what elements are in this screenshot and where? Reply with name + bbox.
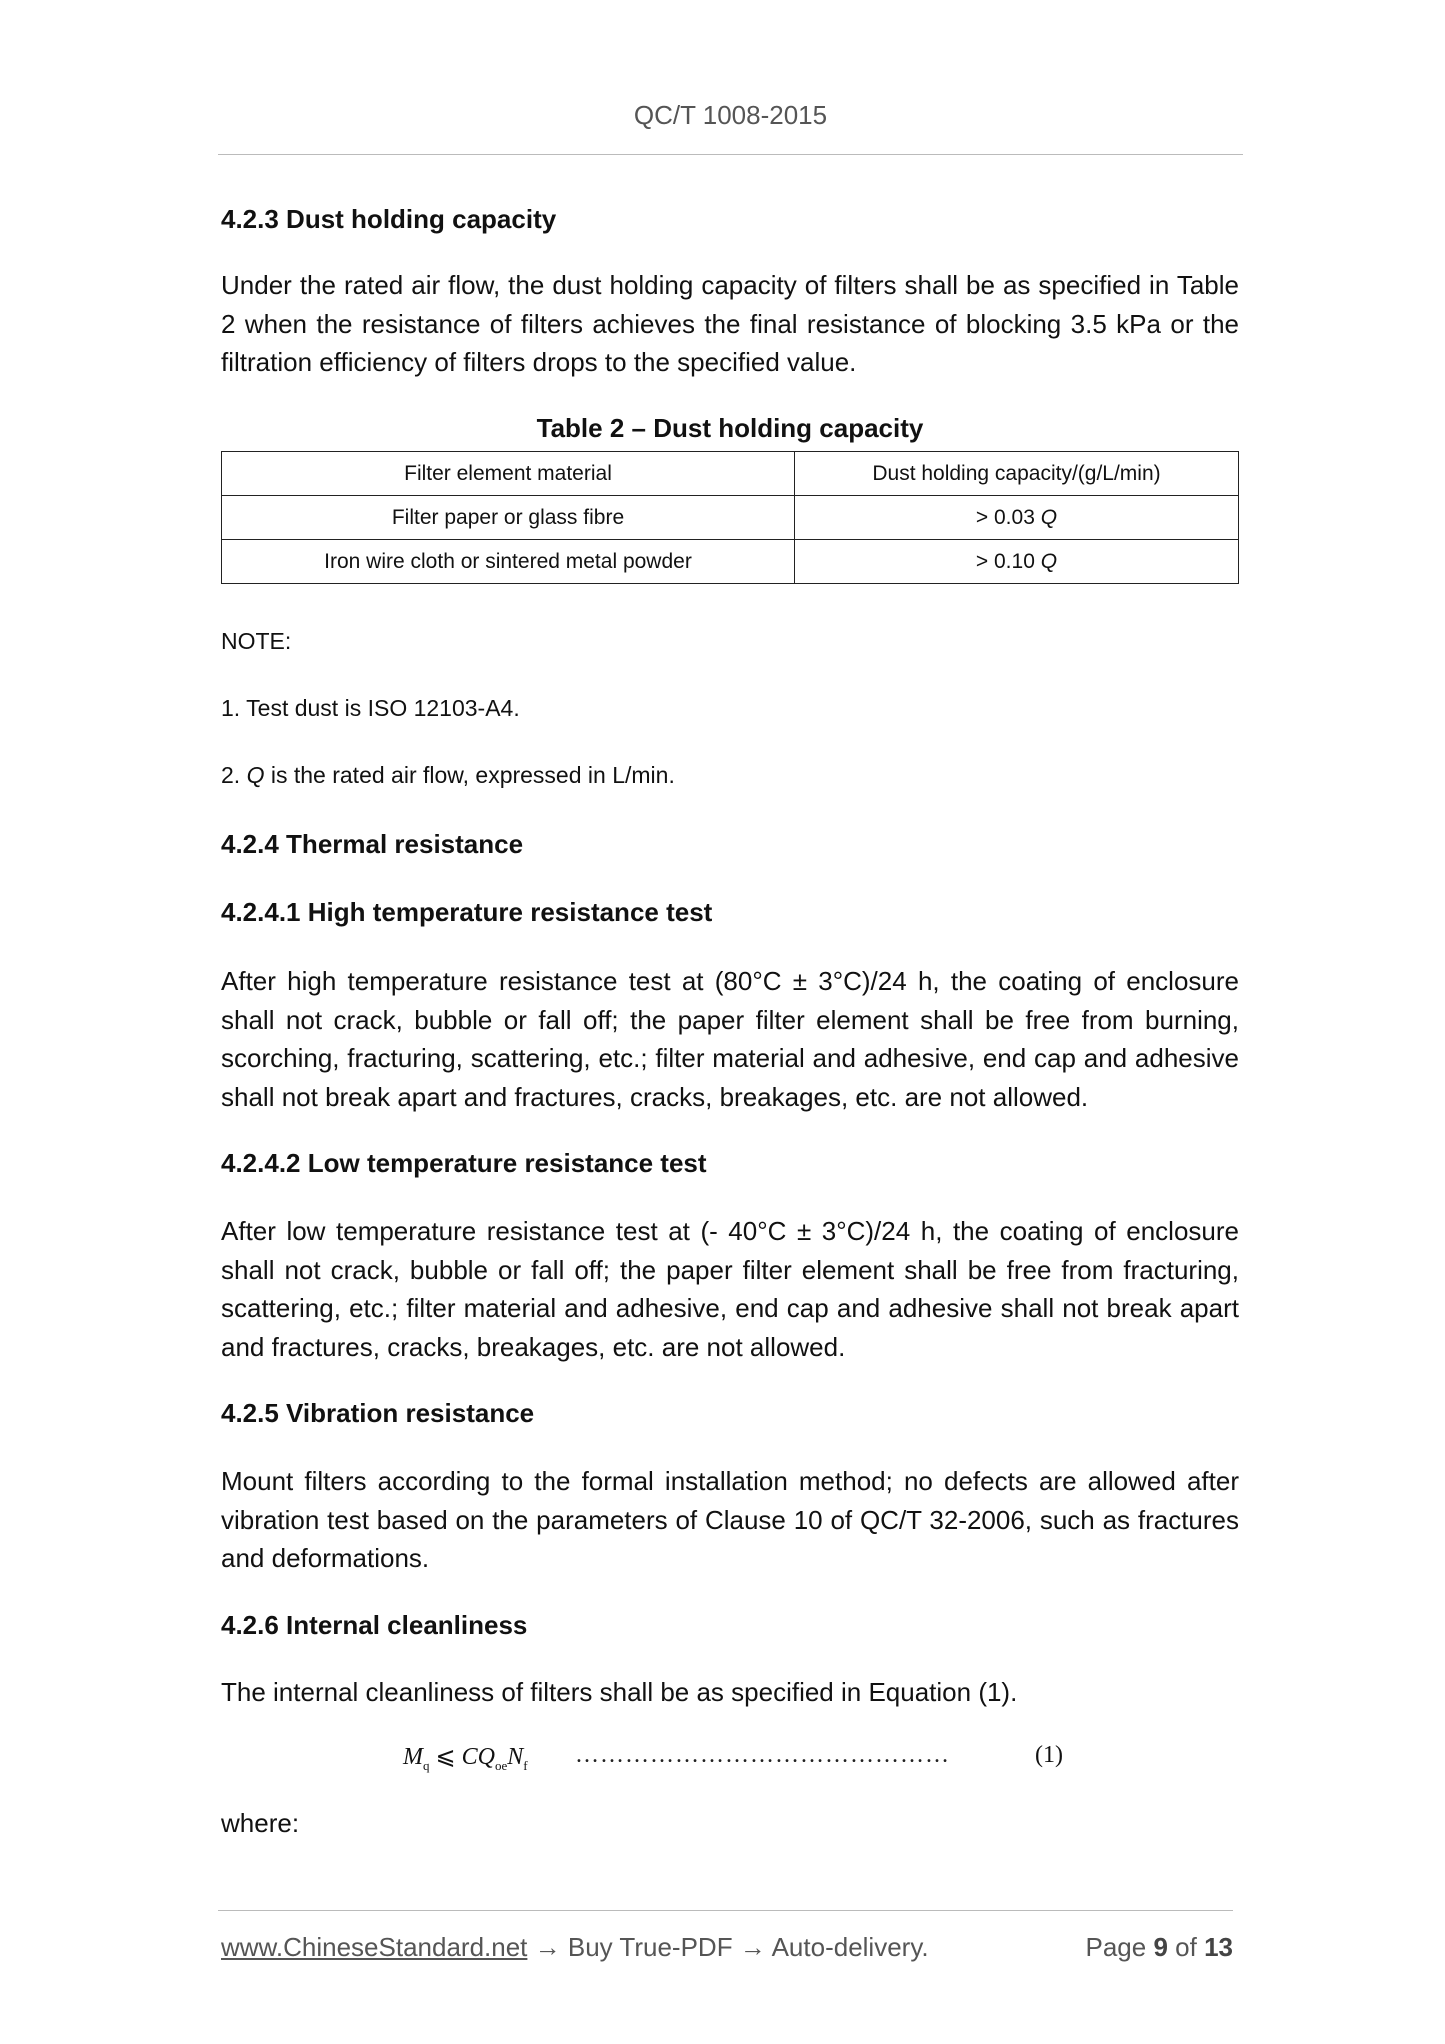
- note-2-prefix: 2.: [221, 762, 241, 788]
- para-cleanliness: The internal cleanliness of filters shall be as specified in Equation (1).: [221, 1677, 1018, 1707]
- para-low-temp: After low temperature resistance test at (- 40°C ± 3°C)/24 h, the coating of enclosure shall not crack, bubble or fall off; the paper filter element shall be free from fracturing, scattering, etc.; filter material and adhesive, end cap and adhesive shall not break apart and fractures, cracks, breakages, etc. are not allowed.: [221, 1216, 1239, 1362]
- note-label: NOTE:: [221, 628, 292, 654]
- heading-4-2-5: 4.2.5 Vibration resistance: [221, 1398, 535, 1428]
- table-row: [222, 496, 1239, 540]
- table-header-material: Filter element material: [222, 452, 795, 496]
- header-rule: [218, 154, 1243, 155]
- capacity-unit: Q: [1040, 505, 1058, 529]
- equation-expression: $M_q$ ⩽ $CQ_{oe}N_f$: [403, 1744, 528, 1773]
- where-label: where:: [221, 1808, 300, 1838]
- running-header: QC/T 1008-2015: [633, 100, 828, 130]
- capacity-value: > 0.03: [975, 505, 1035, 529]
- footer-rule: [218, 1910, 1233, 1911]
- equation-1: [403, 1742, 1063, 1782]
- footer-left: [221, 1932, 929, 1963]
- heading-4-2-3: 4.2.3 Dust holding capacity: [221, 204, 557, 234]
- para-dust-holding: Under the rated air flow, the dust holding capacity of filters shall be as specified in Table 2 when the resistance of filters achieves the final resistance of blocking 3.5 kPa or the filtration efficiency of filters drops to the specified value.: [221, 270, 1239, 377]
- heading-4-2-4-2: 4.2.4.2 Low temperature resistance test: [221, 1148, 707, 1178]
- footer-page-number: Page 9 of 13: [1085, 1932, 1233, 1962]
- capacity-value: > 0.10: [975, 549, 1035, 573]
- para-high-temp: After high temperature resistance test at (80°C ± 3°C)/24 h, the coating of enclosure shall not crack, bubble or fall off; the paper filter element shall be free from burning, scorching, fracturing, scattering, etc.; filter material and adhesive, end cap and adhesive shall not break apart and fractures, cracks, breakages, etc. are not allowed.: [221, 966, 1239, 1112]
- heading-4-2-4: 4.2.4 Thermal resistance: [221, 829, 524, 859]
- table-header-capacity: Dust holding capacity/(g/L/min): [795, 452, 1239, 496]
- table-cell-material: Filter paper or glass fibre: [222, 496, 795, 540]
- table-2-caption: Table 2 – Dust holding capacity: [536, 413, 924, 443]
- table-cell-material: Iron wire cloth or sintered metal powder: [222, 540, 795, 584]
- equation-leader-dots: ………………………………………: [575, 1742, 950, 1768]
- table-cell-capacity: [795, 496, 1239, 540]
- table-header-row: [222, 452, 1239, 496]
- capacity-unit: Q: [1040, 549, 1058, 573]
- note-1: 1. Test dust is ISO 12103-A4.: [221, 695, 520, 721]
- footer-site-link[interactable]: www.ChineseStandard.net: [221, 1932, 528, 1962]
- note-2: [221, 760, 675, 790]
- note-2-var: Q: [246, 762, 265, 788]
- equation-number: (1): [1035, 1742, 1063, 1768]
- para-vibration: Mount filters according to the formal installation method; no defects are allowed after vibration test based on the parameters of Clause 10 of QC/T 32-2006, such as fractures and deformations.: [221, 1466, 1239, 1573]
- heading-4-2-4-1: 4.2.4.1 High temperature resistance test: [221, 897, 713, 927]
- note-2-text: is the rated air flow, expressed in L/min.: [270, 762, 675, 788]
- table-row: [222, 540, 1239, 584]
- footer-tail: → Buy True-PDF → Auto-delivery.: [534, 1932, 929, 1962]
- table-2: [221, 451, 1239, 584]
- table-cell-capacity: [795, 540, 1239, 584]
- heading-4-2-6: 4.2.6 Internal cleanliness: [221, 1610, 528, 1640]
